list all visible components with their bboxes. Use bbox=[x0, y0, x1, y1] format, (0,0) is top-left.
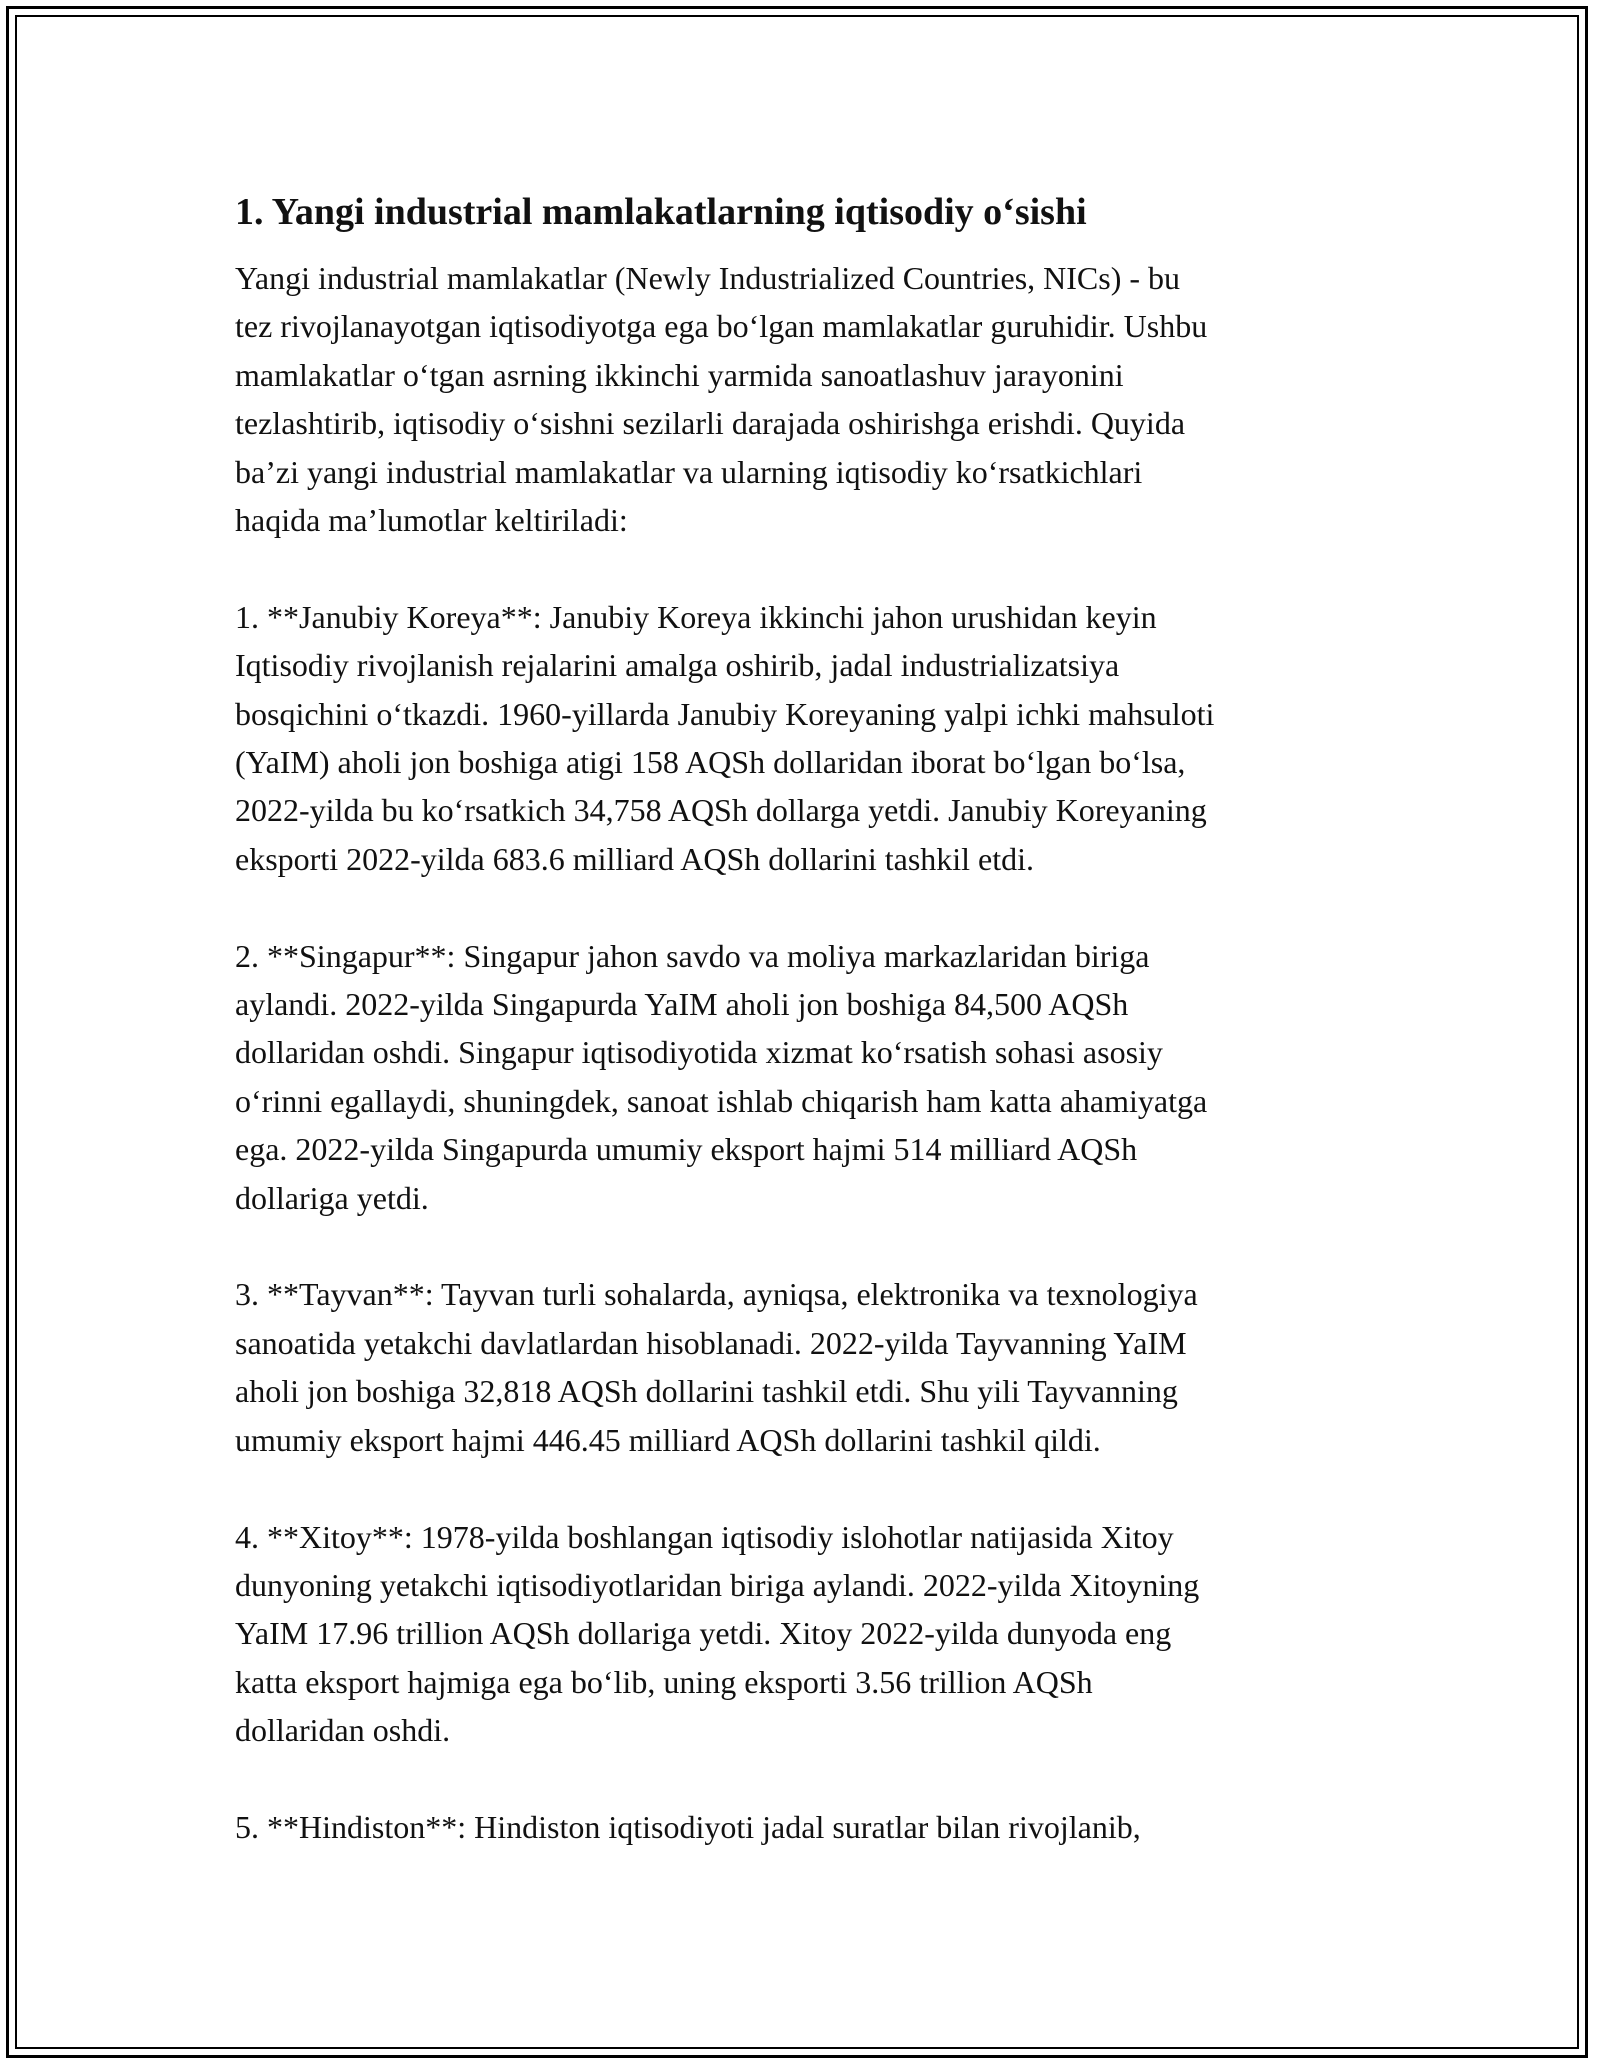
text-line: o‘rinni egallaydi, shuningdek, sanoat ishlab chiqarish ham katta ahamiyatga bbox=[235, 1082, 1208, 1119]
text-line: 4. **Xitoy**: 1978-yilda boshlangan iqtisodiy islohotlar natijasida Xitoy bbox=[235, 1518, 1174, 1555]
text-line: ega. 2022-yilda Singapurda umumiy eksport hajmi 514 milliard AQSh bbox=[235, 1131, 1138, 1168]
text-line: tez rivojlanayotgan iqtisodiyotga ega bo‘lgan mamlakatlar guruhidir. Ushbu bbox=[235, 308, 1208, 345]
text-line: eksporti 2022-yilda 683.6 milliard AQSh dollarini tashkil etdi. bbox=[235, 840, 1035, 877]
text-line: ba’zi yangi industrial mamlakatlar va ularning iqtisodiy ko‘rsatkichlari bbox=[235, 453, 1143, 490]
text-line: 2. **Singapur**: Singapur jahon savdo va moliya markazlaridan biriga bbox=[235, 937, 1150, 974]
document-title: 1. Yangi industrial mamlakatlarning iqtisodiy o‘sishi bbox=[235, 191, 1087, 233]
text-line: aholi jon boshiga 32,818 AQSh dollarini tashkil etdi. Shu yili Tayvanning bbox=[235, 1373, 1178, 1410]
paragraph-singapore bbox=[235, 932, 1365, 1222]
text-line: bosqichini o‘tkazdi. 1960-yillarda Janubiy Koreyaning yalpi ichki mahsuloti bbox=[235, 695, 1215, 732]
paragraph-india bbox=[235, 1803, 1365, 1851]
text-line: dollariga yetdi. bbox=[235, 1179, 429, 1216]
text-line: Yangi industrial mamlakatlar (Newly Industrialized Countries, NICs) - bu bbox=[235, 260, 1181, 296]
text-line: Iqtisodiy rivojlanish rejalarini amalga oshirib, jadal industrializatsiya bbox=[235, 647, 1120, 684]
text-line: (YaIM) aholi jon boshiga atigi 158 AQSh dollaridan iborat bo‘lgan bo‘lsa, bbox=[235, 744, 1186, 781]
text-line: 5. **Hindiston**: Hindiston iqtisodiyoti jadal suratlar bilan rivojlanib, bbox=[235, 1808, 1141, 1845]
text-line: tezlashtirib, iqtisodiy o‘sishni sezilarli darajada oshirishga erishdi. Quyida bbox=[235, 405, 1186, 442]
document-body bbox=[235, 188, 1365, 1900]
text-line: aylandi. 2022-yilda Singapurda YaIM aholi jon boshiga 84,500 AQSh bbox=[235, 986, 1129, 1023]
paragraph-taiwan bbox=[235, 1270, 1365, 1464]
text-line: sanoatida yetakchi davlatlardan hisoblanadi. 2022-yilda Tayvanning YaIM bbox=[235, 1324, 1187, 1361]
intro-paragraph bbox=[235, 254, 1365, 544]
text-line: katta eksport hajmiga ega bo‘lib, uning eksporti 3.56 trillion AQSh bbox=[235, 1663, 1093, 1700]
text-line: 1. **Janubiy Koreya**: Janubiy Koreya ikkinchi jahon urushidan keyin bbox=[235, 598, 1157, 635]
paragraph-south-korea bbox=[235, 593, 1365, 883]
text-line: haqida ma’lumotlar keltiriladi: bbox=[235, 502, 628, 539]
text-line: 2022-yilda bu ko‘rsatkich 34,758 AQSh dollarga yetdi. Janubiy Koreyaning bbox=[235, 792, 1207, 829]
text-line: 3. **Tayvan**: Tayvan turli sohalarda, ayniqsa, elektronika va texnologiya bbox=[235, 1276, 1198, 1313]
text-line: mamlakatlar o‘tgan asrning ikkinchi yarmida sanoatlashuv jarayonini bbox=[235, 356, 1124, 393]
text-line: YaIM 17.96 trillion AQSh dollariga yetdi. Xitoy 2022-yilda dunyoda eng bbox=[235, 1615, 1172, 1652]
text-line: dollaridan oshdi. bbox=[235, 1712, 451, 1749]
text-line: dunyoning yetakchi iqtisodiyotlaridan biriga aylandi. 2022-yilda Xitoyning bbox=[235, 1566, 1200, 1603]
paragraph-china bbox=[235, 1513, 1365, 1755]
text-line: umumiy eksport hajmi 446.45 milliard AQSh dollarini tashkil qildi. bbox=[235, 1421, 1101, 1458]
text-line: dollaridan oshdi. Singapur iqtisodiyotida xizmat ko‘rsatish sohasi asosiy bbox=[235, 1034, 1163, 1071]
